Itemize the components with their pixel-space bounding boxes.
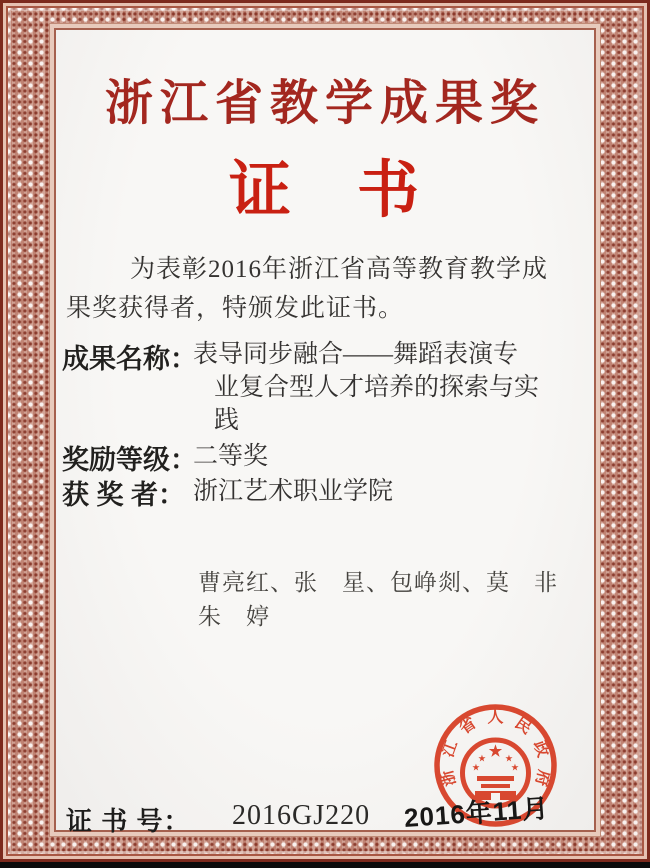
winner-label: 获 奖 者： — [62, 480, 186, 510]
svg-text:★: ★ — [488, 743, 503, 760]
achievement-label: 成果名称： — [62, 344, 197, 374]
intro-line-1: 为表彰2016年浙江省高等教育教学成 — [130, 256, 549, 283]
achievement-line-3: 践 — [214, 407, 240, 434]
svg-text:★: ★ — [505, 754, 513, 763]
seal-char: 人 — [487, 709, 504, 726]
seal-char: 府 — [531, 767, 553, 788]
cert-no-label: 证 书 号： — [66, 806, 191, 836]
issue-date: 2016年11月 — [403, 792, 551, 833]
doc-title: 证 书 — [228, 156, 421, 225]
seal-char: 民 — [511, 714, 535, 738]
awardee-line-1: 曹亮红、张 星、包峥剡、莫 非 — [198, 570, 558, 595]
svg-text:★: ★ — [478, 754, 486, 763]
winner-value: 浙江艺术职业学院 — [193, 478, 394, 505]
awardee-line-2: 朱 婷 — [198, 604, 270, 629]
achievement-value — [193, 338, 539, 437]
svg-text:★: ★ — [511, 763, 519, 772]
intro-line-2: 果奖获得者，特颁发此证书。 — [66, 295, 405, 322]
seal-char: 江 — [439, 738, 462, 760]
achievement-line-2: 业复合型人才培养的探索与实 — [214, 374, 540, 401]
awardee-names — [198, 566, 558, 634]
cert-no-value: 2016GJ220 — [232, 800, 371, 831]
intro-paragraph — [66, 250, 566, 328]
seal-char: 浙 — [438, 767, 460, 788]
svg-text:★: ★ — [472, 763, 480, 772]
seal-char: 政 — [529, 738, 552, 760]
photo-edge-strip — [0, 862, 650, 868]
achievement-line-1: 表导同步融合——舞蹈表演专 — [193, 341, 519, 368]
award-title: 浙江省教学成果奖 — [104, 77, 545, 130]
seal-char: 省 — [456, 714, 480, 738]
grade-value: 二等奖 — [193, 443, 269, 470]
grade-label: 奖励等级： — [62, 445, 197, 475]
